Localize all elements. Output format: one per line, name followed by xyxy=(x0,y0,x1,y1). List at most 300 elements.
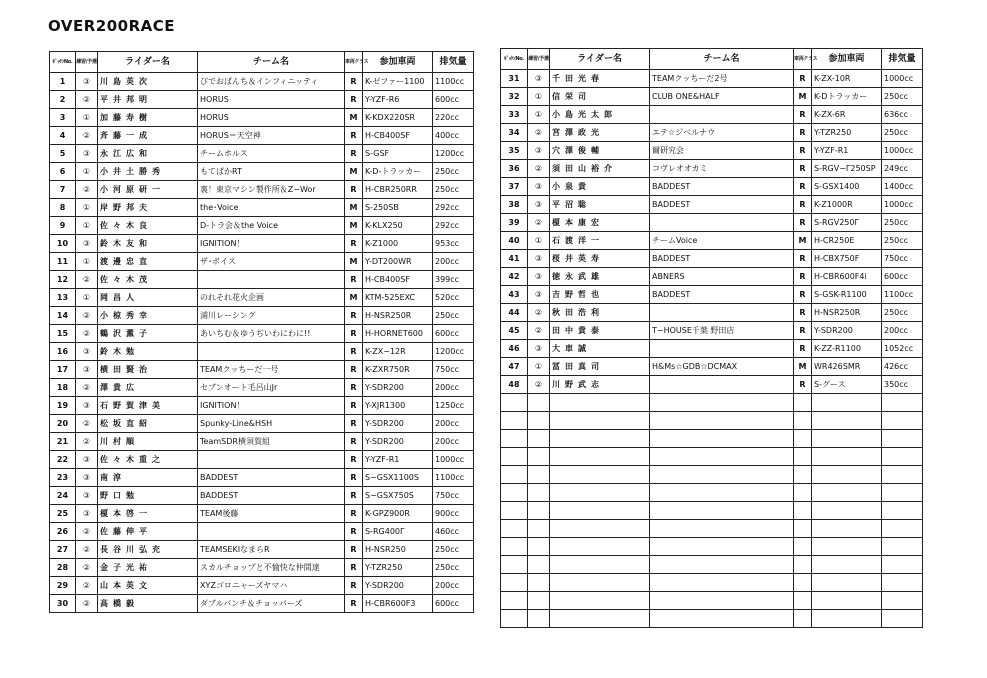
rider-name: 長谷川弘充 xyxy=(98,541,198,559)
vehicle-name: K-ZX-10R xyxy=(812,70,882,88)
entry-number: 12 xyxy=(50,271,76,289)
team-name: スカルチョップと不愉快な仲間達 xyxy=(198,559,345,577)
displacement: 1000cc xyxy=(433,451,474,469)
vehicle-class: R xyxy=(345,343,363,361)
displacement: 1400cc xyxy=(882,178,923,196)
team-name xyxy=(650,304,794,322)
rider-name-empty xyxy=(550,538,650,556)
displacement: 200cc xyxy=(433,577,474,595)
qualify-mark: ② xyxy=(528,214,550,232)
vehicle-class-empty xyxy=(794,466,812,484)
entry-number: 1 xyxy=(50,73,76,91)
vehicle-name: Y-TZR250 xyxy=(812,124,882,142)
displacement: 600cc xyxy=(882,268,923,286)
rider-name: 佐々木重之 xyxy=(98,451,198,469)
vehicle-class: R xyxy=(794,268,812,286)
qualify-mark-empty xyxy=(528,502,550,520)
rider-name-empty xyxy=(550,610,650,628)
entry-rows-right xyxy=(501,70,923,628)
vehicle-name: S-グース xyxy=(812,376,882,394)
displacement-empty xyxy=(882,538,923,556)
vehicle-name: H-HORNET600 xyxy=(363,325,433,343)
header-number: ｾﾞｯｹﾝNo. xyxy=(50,52,76,73)
table-row xyxy=(50,469,474,487)
vehicle-name-empty xyxy=(812,448,882,466)
rider-name: 石渡洋一 xyxy=(550,232,650,250)
vehicle-name: Y-YZF-R1 xyxy=(363,451,433,469)
vehicle-class: R xyxy=(345,271,363,289)
rider-name-empty xyxy=(550,502,650,520)
vehicle-name: K-GPZ900R xyxy=(363,505,433,523)
qualify-mark-empty xyxy=(528,430,550,448)
qualify-mark: ② xyxy=(76,415,98,433)
table-row xyxy=(50,559,474,577)
entry-number: 3 xyxy=(50,109,76,127)
team-name: 裏！東京マシン製作所＆Z−Wor xyxy=(198,181,345,199)
team-name: IGNITION！ xyxy=(198,235,345,253)
team-name-empty xyxy=(650,592,794,610)
displacement: 250cc xyxy=(433,163,474,181)
entry-number: 30 xyxy=(50,595,76,613)
rider-name: 渡邊忠直 xyxy=(98,253,198,271)
rider-name-empty xyxy=(550,484,650,502)
qualify-mark: ② xyxy=(76,541,98,559)
team-name: IGNITION！ xyxy=(198,397,345,415)
displacement: 426cc xyxy=(882,358,923,376)
qualify-mark: ② xyxy=(76,325,98,343)
table-row xyxy=(501,268,923,286)
team-name-empty xyxy=(650,574,794,592)
qualify-mark: ① xyxy=(76,289,98,307)
rider-name: 冨田真司 xyxy=(550,358,650,376)
vehicle-class: R xyxy=(345,595,363,613)
rider-name: 石野賀津美 xyxy=(98,397,198,415)
blank-row xyxy=(501,466,923,484)
qualify-mark: ② xyxy=(76,91,98,109)
vehicle-class-empty xyxy=(794,502,812,520)
vehicle-name: Y-SDR200 xyxy=(812,322,882,340)
team-name: セブンオート毛呂山Jr xyxy=(198,379,345,397)
vehicle-class: M xyxy=(345,109,363,127)
table-row xyxy=(50,91,474,109)
qualify-mark: ③ xyxy=(528,196,550,214)
vehicle-class: M xyxy=(345,199,363,217)
vehicle-name: S-GSX1400 xyxy=(812,178,882,196)
rider-name: 加藤寿樹 xyxy=(98,109,198,127)
displacement: 399cc xyxy=(433,271,474,289)
displacement-empty xyxy=(882,520,923,538)
vehicle-class: R xyxy=(345,487,363,505)
table-row xyxy=(50,73,474,91)
vehicle-name: Y-XJR1300 xyxy=(363,397,433,415)
vehicle-name-empty xyxy=(812,466,882,484)
team-name: HORUS xyxy=(198,91,345,109)
team-name xyxy=(650,214,794,232)
vehicle-class-empty xyxy=(794,448,812,466)
table-row xyxy=(50,271,474,289)
displacement-empty xyxy=(882,484,923,502)
qualify-mark: ③ xyxy=(76,487,98,505)
qualify-mark: ③ xyxy=(528,178,550,196)
qualify-mark: ① xyxy=(528,232,550,250)
vehicle-class: M xyxy=(345,163,363,181)
entry-number: 15 xyxy=(50,325,76,343)
team-name: もてぱかRT xyxy=(198,163,345,181)
rider-name: 小河原研一 xyxy=(98,181,198,199)
qualify-mark-empty xyxy=(528,394,550,412)
table-row xyxy=(501,124,923,142)
table-row xyxy=(50,433,474,451)
rider-name-empty xyxy=(550,592,650,610)
displacement: 249cc xyxy=(882,160,923,178)
entry-number: 32 xyxy=(501,88,528,106)
entry-number: 18 xyxy=(50,379,76,397)
displacement: 1000cc xyxy=(882,196,923,214)
vehicle-name: Y-YZF-R1 xyxy=(812,142,882,160)
blank-row xyxy=(501,610,923,628)
blank-row xyxy=(501,430,923,448)
rider-name: 徳永武雄 xyxy=(550,268,650,286)
team-name: TEAMクッちーだ一号 xyxy=(198,361,345,379)
table-row xyxy=(50,595,474,613)
rider-name: 岡昌人 xyxy=(98,289,198,307)
displacement: 250cc xyxy=(882,124,923,142)
entry-number: 13 xyxy=(50,289,76,307)
entry-number: 48 xyxy=(501,376,528,394)
qualify-mark-empty xyxy=(528,574,550,592)
qualify-mark: ③ xyxy=(528,250,550,268)
vehicle-class-empty xyxy=(794,610,812,628)
table-row xyxy=(501,88,923,106)
team-name: BADDEST xyxy=(198,487,345,505)
entry-number-empty xyxy=(501,610,528,628)
table-row xyxy=(50,397,474,415)
displacement: 900cc xyxy=(433,505,474,523)
vehicle-name: Y-SDR200 xyxy=(363,379,433,397)
vehicle-name: K-KDX220SR xyxy=(363,109,433,127)
qualify-mark: ② xyxy=(76,523,98,541)
team-name-empty xyxy=(650,412,794,430)
vehicle-name-empty xyxy=(812,430,882,448)
qualify-mark: ③ xyxy=(76,361,98,379)
entry-number: 11 xyxy=(50,253,76,271)
team-name: TEAM後藤 xyxy=(198,505,345,523)
vehicle-name: S−GSX1100S xyxy=(363,469,433,487)
rider-name: 宮澤政光 xyxy=(550,124,650,142)
rider-name: 小井土勝秀 xyxy=(98,163,198,181)
table-row xyxy=(501,142,923,160)
qualify-mark: ① xyxy=(528,106,550,124)
rider-name-empty xyxy=(550,466,650,484)
entry-number-empty xyxy=(501,574,528,592)
vehicle-class: R xyxy=(794,304,812,322)
vehicle-class-empty xyxy=(794,556,812,574)
entry-number: 45 xyxy=(501,322,528,340)
vehicle-name-empty xyxy=(812,538,882,556)
vehicle-class: M xyxy=(794,232,812,250)
rider-name: 佐藤伸平 xyxy=(98,523,198,541)
rider-name-empty xyxy=(550,430,650,448)
qualify-mark: ③ xyxy=(76,451,98,469)
qualify-mark: ② xyxy=(528,376,550,394)
team-name: BADDEST xyxy=(650,196,794,214)
vehicle-name: K-Dトラッカー xyxy=(812,88,882,106)
vehicle-name: Y-SDR200 xyxy=(363,415,433,433)
vehicle-class: R xyxy=(345,451,363,469)
table-row xyxy=(50,343,474,361)
qualify-mark: ③ xyxy=(76,235,98,253)
entry-number: 27 xyxy=(50,541,76,559)
rider-name: 小泉貴 xyxy=(550,178,650,196)
entry-number: 24 xyxy=(50,487,76,505)
team-name-empty xyxy=(650,484,794,502)
entry-number: 43 xyxy=(501,286,528,304)
rider-name: 川野武志 xyxy=(550,376,650,394)
table-row xyxy=(50,217,474,235)
page-title: OVER200RACE xyxy=(48,17,175,35)
table-row xyxy=(501,232,923,250)
header-row xyxy=(501,49,923,70)
rider-name: 須田山裕介 xyxy=(550,160,650,178)
table-row xyxy=(50,451,474,469)
table-row xyxy=(50,487,474,505)
rider-name-empty xyxy=(550,520,650,538)
vehicle-class: R xyxy=(345,505,363,523)
vehicle-class: R xyxy=(345,307,363,325)
displacement: 220cc xyxy=(433,109,474,127)
rider-name: 鈴木勉 xyxy=(98,343,198,361)
team-name: H&Ms☆GDB☆DCMAX xyxy=(650,358,794,376)
qualify-mark: ② xyxy=(528,322,550,340)
header-cc: 排気量 xyxy=(433,52,474,73)
vehicle-name: S−GSX750S xyxy=(363,487,433,505)
displacement: 1250cc xyxy=(433,397,474,415)
team-name: あいちむ＆ゆうぢいわにわに!! xyxy=(198,325,345,343)
team-name xyxy=(198,523,345,541)
qualify-mark-empty xyxy=(528,610,550,628)
rider-name: 吉野哲也 xyxy=(550,286,650,304)
table-row xyxy=(50,253,474,271)
vehicle-name: H-NSR250R xyxy=(363,307,433,325)
displacement: 250cc xyxy=(433,307,474,325)
entry-number: 40 xyxy=(501,232,528,250)
rider-name: 千田光春 xyxy=(550,70,650,88)
entry-number: 33 xyxy=(501,106,528,124)
header-qualify: 練習/予選 xyxy=(528,49,550,70)
blank-row xyxy=(501,574,923,592)
displacement: 750cc xyxy=(433,361,474,379)
entry-number: 20 xyxy=(50,415,76,433)
rider-name: 鶴沢薫子 xyxy=(98,325,198,343)
team-name: XYZゴロニャーズヤマハ xyxy=(198,577,345,595)
rider-name-empty xyxy=(550,394,650,412)
displacement-empty xyxy=(882,448,923,466)
rider-name: 川島英次 xyxy=(98,73,198,91)
qualify-mark: ① xyxy=(76,217,98,235)
vehicle-name: H-CBR250RR xyxy=(363,181,433,199)
team-name: T−HOUSE千葉 野田店 xyxy=(650,322,794,340)
entry-number: 29 xyxy=(50,577,76,595)
rider-name: 澤貴広 xyxy=(98,379,198,397)
vehicle-name: H-CB400SF xyxy=(363,127,433,145)
team-name: Spunky-Line&HSH xyxy=(198,415,345,433)
qualify-mark: ③ xyxy=(528,340,550,358)
team-name: 爾研究会 xyxy=(650,142,794,160)
vehicle-class: R xyxy=(794,142,812,160)
team-name-empty xyxy=(650,430,794,448)
table-row xyxy=(501,250,923,268)
team-name-empty xyxy=(650,394,794,412)
qualify-mark: ③ xyxy=(528,70,550,88)
header-class: 車両クラス xyxy=(794,49,812,70)
displacement: 600cc xyxy=(433,91,474,109)
qualify-mark: ③ xyxy=(76,505,98,523)
vehicle-name: K-ゼファー1100 xyxy=(363,73,433,91)
vehicle-class: M xyxy=(345,253,363,271)
qualify-mark: ③ xyxy=(76,73,98,91)
qualify-mark-empty xyxy=(528,538,550,556)
team-name: ぴでおぱんち＆インフィニッティ xyxy=(198,73,345,91)
entry-number: 2 xyxy=(50,91,76,109)
displacement: 292cc xyxy=(433,217,474,235)
team-name: TEAMクッちーだ2号 xyxy=(650,70,794,88)
table-row xyxy=(50,235,474,253)
vehicle-class: M xyxy=(794,88,812,106)
vehicle-class: R xyxy=(794,340,812,358)
team-name-empty xyxy=(650,610,794,628)
entry-number: 25 xyxy=(50,505,76,523)
table-row xyxy=(50,109,474,127)
entry-number: 21 xyxy=(50,433,76,451)
table-row xyxy=(50,289,474,307)
vehicle-name: KTM-525EXC xyxy=(363,289,433,307)
entry-number: 4 xyxy=(50,127,76,145)
table-row xyxy=(50,361,474,379)
displacement: 350cc xyxy=(882,376,923,394)
table-row xyxy=(501,358,923,376)
table-row xyxy=(50,145,474,163)
displacement-empty xyxy=(882,610,923,628)
vehicle-name: Y-SDR200 xyxy=(363,433,433,451)
team-name: チームホルス xyxy=(198,145,345,163)
displacement: 400cc xyxy=(433,127,474,145)
team-name xyxy=(198,451,345,469)
vehicle-class: R xyxy=(794,322,812,340)
vehicle-class: R xyxy=(794,286,812,304)
vehicle-class: R xyxy=(345,397,363,415)
vehicle-name-empty xyxy=(812,556,882,574)
displacement: 200cc xyxy=(433,433,474,451)
rider-name: 榎本啓一 xyxy=(98,505,198,523)
team-name xyxy=(650,340,794,358)
team-name xyxy=(198,343,345,361)
team-name-empty xyxy=(650,556,794,574)
displacement: 953cc xyxy=(433,235,474,253)
blank-row xyxy=(501,502,923,520)
vehicle-class: R xyxy=(794,376,812,394)
table-row xyxy=(50,577,474,595)
vehicle-class: M xyxy=(345,289,363,307)
vehicle-class: R xyxy=(345,415,363,433)
entry-number: 36 xyxy=(501,160,528,178)
displacement: 750cc xyxy=(433,487,474,505)
blank-row xyxy=(501,448,923,466)
team-name: BADDEST xyxy=(650,178,794,196)
displacement: 200cc xyxy=(433,253,474,271)
header-rider: ライダー名 xyxy=(550,49,650,70)
displacement: 600cc xyxy=(433,325,474,343)
vehicle-class: R xyxy=(794,106,812,124)
qualify-mark: ③ xyxy=(528,142,550,160)
displacement: 1052cc xyxy=(882,340,923,358)
displacement: 1100cc xyxy=(433,73,474,91)
vehicle-class: R xyxy=(345,73,363,91)
rider-name: 佐々木茂 xyxy=(98,271,198,289)
vehicle-class: R xyxy=(794,214,812,232)
qualify-mark: ② xyxy=(76,181,98,199)
entry-number: 37 xyxy=(501,178,528,196)
displacement-empty xyxy=(882,592,923,610)
vehicle-class-empty xyxy=(794,574,812,592)
table-row xyxy=(501,160,923,178)
blank-row xyxy=(501,484,923,502)
entry-number: 26 xyxy=(50,523,76,541)
entry-number: 31 xyxy=(501,70,528,88)
vehicle-class: R xyxy=(345,433,363,451)
rider-name: 穴澤俊輔 xyxy=(550,142,650,160)
vehicle-name: Y-TZR250 xyxy=(363,559,433,577)
entry-number: 8 xyxy=(50,199,76,217)
team-name: エテ☆ジベルナウ xyxy=(650,124,794,142)
displacement: 250cc xyxy=(882,214,923,232)
displacement: 636cc xyxy=(882,106,923,124)
header-class: 車両クラス xyxy=(345,52,363,73)
team-name: TeamSDR横須賀組 xyxy=(198,433,345,451)
table-row xyxy=(501,214,923,232)
blank-row xyxy=(501,556,923,574)
vehicle-class-empty xyxy=(794,592,812,610)
vehicle-name: S-RGV250Γ xyxy=(812,214,882,232)
displacement-empty xyxy=(882,430,923,448)
displacement-empty xyxy=(882,556,923,574)
rider-name: 大車誠 xyxy=(550,340,650,358)
blank-row xyxy=(501,394,923,412)
header-team: チーム名 xyxy=(198,52,345,73)
rider-name-empty xyxy=(550,556,650,574)
table-row xyxy=(501,70,923,88)
entry-number: 28 xyxy=(50,559,76,577)
vehicle-name: K-Z1000R xyxy=(812,196,882,214)
vehicle-name-empty xyxy=(812,592,882,610)
displacement: 1100cc xyxy=(882,286,923,304)
team-name xyxy=(650,376,794,394)
rider-name: 高橋毅 xyxy=(98,595,198,613)
qualify-mark-empty xyxy=(528,520,550,538)
qualify-mark-empty xyxy=(528,592,550,610)
qualify-mark: ① xyxy=(528,88,550,106)
team-name: the･Voice xyxy=(198,199,345,217)
header-vehicle: 参加車両 xyxy=(812,49,882,70)
entry-number: 38 xyxy=(501,196,528,214)
displacement: 1000cc xyxy=(882,70,923,88)
rider-name: 小島光太郎 xyxy=(550,106,650,124)
rider-name: 野口勉 xyxy=(98,487,198,505)
vehicle-name-empty xyxy=(812,610,882,628)
team-name xyxy=(650,106,794,124)
vehicle-name: H-CBX750F xyxy=(812,250,882,268)
team-name: BADDEST xyxy=(198,469,345,487)
table-row xyxy=(50,523,474,541)
